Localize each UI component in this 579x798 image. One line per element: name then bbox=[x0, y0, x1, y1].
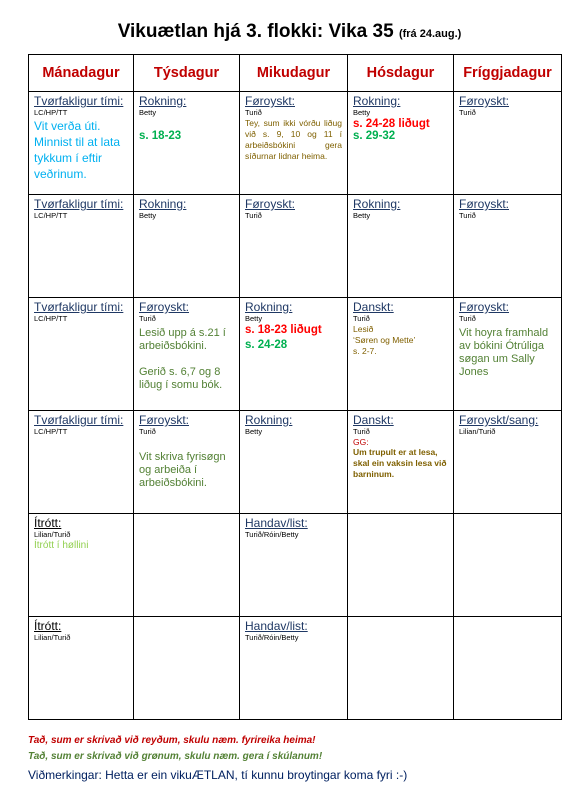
cell-note: ‘Søren og Mette’ bbox=[353, 335, 416, 345]
schedule-cell bbox=[29, 514, 134, 617]
teacher-label: Lilian/Turið bbox=[34, 530, 71, 539]
teacher-label: Turið bbox=[139, 427, 156, 436]
teacher-label: Betty bbox=[245, 427, 263, 436]
teacher-label: LC/HP/TT bbox=[34, 427, 68, 436]
subject-label: Rokning: bbox=[353, 94, 401, 108]
schedule-cell bbox=[240, 298, 348, 411]
teacher-label: Lilian/Turið bbox=[459, 427, 496, 436]
schedule-cell bbox=[240, 617, 348, 720]
teacher-label: Lilian/Turið bbox=[34, 633, 71, 642]
cell-note: Lesið upp á s.21 í arbeiðsbókini. bbox=[139, 327, 226, 352]
teacher-label: Turið bbox=[139, 314, 156, 323]
weekly-schedule-table bbox=[28, 54, 562, 720]
table-row bbox=[29, 298, 562, 411]
cell-note-green: s. 29-32 bbox=[353, 130, 396, 142]
subject-label: Føroyskt: bbox=[139, 413, 189, 427]
subject-label: Ítrótt: bbox=[34, 619, 62, 633]
teacher-label: Turið bbox=[245, 211, 262, 220]
schedule-cell bbox=[29, 195, 134, 298]
schedule-cell bbox=[348, 298, 454, 411]
cell-note-red: GG: bbox=[353, 437, 369, 447]
subject-label: Rokning: bbox=[139, 197, 187, 211]
schedule-cell bbox=[240, 195, 348, 298]
day-header-monday: Mánadagur bbox=[29, 55, 134, 92]
teacher-label: Turið bbox=[353, 314, 370, 323]
teacher-label: Betty bbox=[139, 211, 157, 220]
teacher-label: Turið bbox=[459, 211, 476, 220]
cell-note: Vit skriva fyrisøgn og arbeiða í arbeiðsbókini. bbox=[139, 451, 226, 489]
subject-label: Føroyskt: bbox=[459, 197, 509, 211]
subject-label: Tvørfakligur tími: bbox=[34, 94, 124, 108]
table-row bbox=[29, 617, 562, 720]
schedule-cell bbox=[240, 411, 348, 514]
subject-label: Tvørfakligur tími: bbox=[34, 197, 124, 211]
teacher-label: Turið bbox=[459, 314, 476, 323]
subject-label: Rokning: bbox=[139, 94, 187, 108]
schedule-cell bbox=[454, 195, 562, 298]
cell-note-red: s. 18-23 liðugt bbox=[245, 324, 322, 336]
schedule-cell bbox=[29, 298, 134, 411]
footer-remarks: Viðmerkingar: Hetta er ein vikuÆTLAN, tí kunnu broytingar koma fyri :-) bbox=[28, 768, 408, 782]
schedule-cell bbox=[348, 195, 454, 298]
schedule-cell bbox=[29, 617, 134, 720]
teacher-label: LC/HP/TT bbox=[34, 211, 68, 220]
teacher-label: LC/HP/TT bbox=[34, 314, 68, 323]
cell-note: s. 18-23 bbox=[139, 130, 182, 142]
table-row bbox=[29, 514, 562, 617]
cell-note-green: s. 24-28 bbox=[245, 339, 288, 351]
title-main: Vikuætlan hjá 3. flokki: Vika 35 bbox=[117, 21, 394, 42]
schedule-cell bbox=[134, 92, 240, 195]
day-header-wednesday: Mikudagur bbox=[240, 55, 348, 92]
cell-note: Lesið bbox=[353, 324, 374, 334]
schedule-cell bbox=[454, 411, 562, 514]
footer-note-green: Tað, sum er skrivað við grønum, skulu næm. gera í skúlanum! bbox=[28, 751, 323, 762]
schedule-cell bbox=[134, 195, 240, 298]
schedule-cell bbox=[454, 617, 562, 720]
cell-note: Gerið s. 6,7 og 8 liðug í somu bók. bbox=[139, 366, 223, 391]
cell-note: Vit hoyra framhald av bókini Ótrúliga søgan um Sally Jones bbox=[459, 327, 549, 378]
table-row bbox=[29, 195, 562, 298]
table-row bbox=[29, 411, 562, 514]
schedule-cell bbox=[348, 411, 454, 514]
schedule-cell bbox=[454, 298, 562, 411]
schedule-cell bbox=[454, 92, 562, 195]
subject-label: Føroyskt: bbox=[245, 94, 295, 108]
subject-label: Rokning: bbox=[245, 413, 293, 427]
teacher-label: Turið bbox=[245, 108, 262, 117]
schedule-cell bbox=[134, 617, 240, 720]
cell-note: s. 2-7. bbox=[353, 346, 377, 356]
schedule-cell bbox=[134, 514, 240, 617]
teacher-label: Betty bbox=[353, 211, 371, 220]
teacher-label: Turið/Róin/Betty bbox=[245, 530, 299, 539]
schedule-cell bbox=[348, 514, 454, 617]
schedule-cell bbox=[348, 92, 454, 195]
subject-label: Føroyskt: bbox=[139, 300, 189, 314]
cell-note: Ítrótt í høllini bbox=[34, 540, 89, 551]
cell-note: Um trupult er at lesa, skal ein vaksin lesa við barninum. bbox=[353, 447, 447, 479]
footer-note-red: Tað, sum er skrivað við reyðum, skulu næm. fyrireika heima! bbox=[28, 735, 316, 746]
subject-label: Rokning: bbox=[245, 300, 293, 314]
schedule-cell bbox=[134, 298, 240, 411]
table-row bbox=[29, 92, 562, 195]
subject-label: Handav/list: bbox=[245, 619, 308, 633]
schedule-cell bbox=[454, 514, 562, 617]
subject-label: Føroyskt/sang: bbox=[459, 413, 539, 427]
schedule-cell bbox=[29, 411, 134, 514]
subject-label: Rokning: bbox=[353, 197, 401, 211]
teacher-label: Betty bbox=[139, 108, 157, 117]
teacher-label: Turið/Róin/Betty bbox=[245, 633, 299, 642]
subject-label: Tvørfakligur tími: bbox=[34, 300, 124, 314]
subject-label: Føroyskt: bbox=[459, 300, 509, 314]
teacher-label: Betty bbox=[353, 108, 371, 117]
day-header-friday: Fríggjadagur bbox=[454, 55, 562, 92]
header-row bbox=[29, 55, 562, 92]
day-header-thursday: Hósdagur bbox=[348, 55, 454, 92]
teacher-label: Betty bbox=[245, 314, 263, 323]
subject-label: Tvørfakligur tími: bbox=[34, 413, 124, 427]
schedule-cell bbox=[240, 92, 348, 195]
cell-note-red: s. 24-28 liðugt bbox=[353, 118, 430, 130]
subject-label: Føroyskt: bbox=[245, 197, 295, 211]
subject-label: Føroyskt: bbox=[459, 94, 509, 108]
subject-label: Ítrótt: bbox=[34, 516, 62, 530]
cell-note: Tey, sum ikki vórðu liðug við s. 9, 10 og 11 í arbeiðsbókini gera síðurnar lidnar heima. bbox=[245, 118, 342, 161]
schedule-cell bbox=[134, 411, 240, 514]
page-title bbox=[0, 21, 579, 43]
subject-label: Handav/list: bbox=[245, 516, 308, 530]
cell-note: Vit verða úti. Minnist til at lata tykkum í eftir veðrinum. bbox=[34, 119, 121, 181]
schedule-cell bbox=[29, 92, 134, 195]
title-date-range: (frá 24.aug.) bbox=[398, 28, 462, 40]
teacher-label: LC/HP/TT bbox=[34, 108, 68, 117]
schedule-cell bbox=[348, 617, 454, 720]
teacher-label: Turið bbox=[353, 427, 370, 436]
subject-label: Danskt: bbox=[353, 413, 394, 427]
teacher-label: Turið bbox=[459, 108, 476, 117]
subject-label: Danskt: bbox=[353, 300, 394, 314]
schedule-cell bbox=[240, 514, 348, 617]
day-header-tuesday: Týsdagur bbox=[134, 55, 240, 92]
